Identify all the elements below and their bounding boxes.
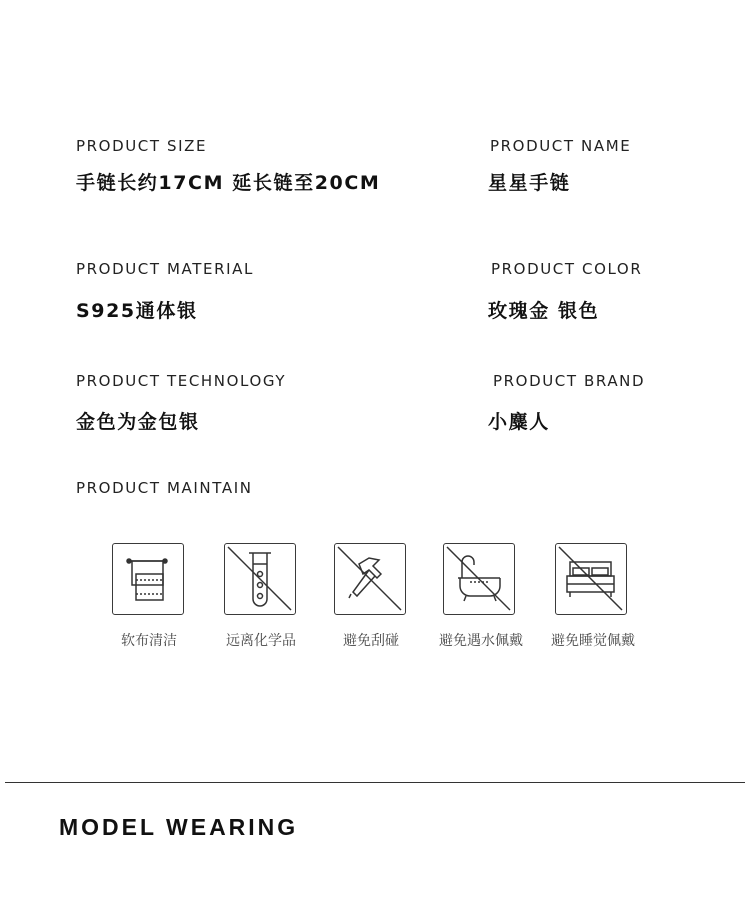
spec-material xyxy=(76,260,254,322)
model-wearing-title: MODEL WEARING xyxy=(59,814,299,840)
spec-material-value: S925通体银 xyxy=(76,300,198,322)
test-tube-prohibited-icon xyxy=(224,543,296,615)
spec-brand xyxy=(488,372,646,433)
spec-brand-label: PRODUCT BRAND xyxy=(493,372,646,390)
spec-technology-label: PRODUCT TECHNOLOGY xyxy=(76,372,287,390)
spec-name xyxy=(488,137,632,194)
spec-size xyxy=(76,137,381,194)
care-caption: 避免遇水佩戴 xyxy=(439,633,523,649)
towel-icon xyxy=(112,543,184,615)
spec-material-label: PRODUCT MATERIAL xyxy=(76,260,254,278)
bed-prohibited-icon xyxy=(555,543,627,615)
care-caption: 避免睡觉佩戴 xyxy=(551,633,635,649)
care-caption: 软布清洁 xyxy=(121,633,177,649)
spec-size-label: PRODUCT SIZE xyxy=(76,137,208,155)
bathtub-prohibited-icon xyxy=(443,543,515,615)
spec-brand-value: 小麋人 xyxy=(488,411,550,433)
maintain-label: PRODUCT MAINTAIN xyxy=(76,479,253,497)
section-divider xyxy=(5,782,745,783)
spec-color-value: 玫瑰金 银色 xyxy=(488,300,600,322)
spec-name-value: 星星手链 xyxy=(488,172,571,194)
spec-color-label: PRODUCT COLOR xyxy=(491,260,643,278)
spec-technology xyxy=(76,372,287,433)
spec-technology-value: 金色为金包银 xyxy=(76,411,200,433)
spec-name-label: PRODUCT NAME xyxy=(490,137,632,155)
care-caption: 避免刮碰 xyxy=(343,633,399,649)
care-caption: 远离化学品 xyxy=(226,633,296,649)
hammer-prohibited-icon xyxy=(334,543,406,615)
spec-color xyxy=(488,260,643,322)
spec-size-value: 手链长约17CM 延长链至20CM xyxy=(76,172,381,194)
